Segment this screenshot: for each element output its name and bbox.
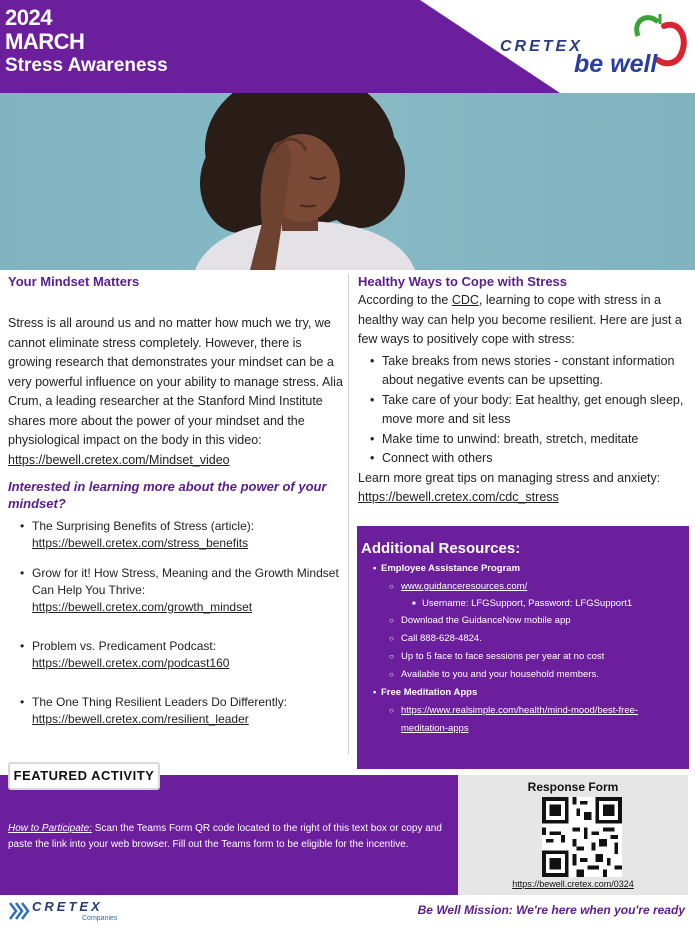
mindset-video-link[interactable]: https://bewell.cretex.com/Mindset_video bbox=[8, 452, 230, 467]
mindset-title: Your Mindset Matters bbox=[8, 274, 140, 289]
eap-title: • Employee Assistance Program bbox=[361, 562, 679, 576]
logo-wordmark: CRETEX bbox=[500, 38, 583, 55]
footer-sub: Companies bbox=[82, 915, 118, 922]
additional-resources-title: Additional Resources: bbox=[361, 540, 521, 557]
coping-intro-post: , learning to cope with stress in a healthy way can help you become resilient. Here are just a few ways to positively cope with stress: bbox=[358, 293, 682, 346]
coping-intro bbox=[358, 291, 688, 350]
header bbox=[0, 0, 695, 93]
resource-text: Problem vs. Predicament Podcast: bbox=[32, 639, 217, 653]
response-form-title: Response Form bbox=[527, 780, 619, 794]
list-item bbox=[20, 565, 343, 616]
header-month: MARCH bbox=[5, 28, 85, 54]
eap-link[interactable]: www.guidanceresources.com/ bbox=[401, 581, 528, 592]
coping-title: Healthy Ways to Cope with Stress bbox=[358, 274, 568, 289]
header-topic: Stress Awareness bbox=[5, 54, 168, 76]
logo-tagline: be well bbox=[574, 50, 658, 78]
resource-link[interactable]: https://bewell.cretex.com/resilient_leader bbox=[32, 712, 249, 726]
resource-link[interactable]: https://bewell.cretex.com/growth_mindset bbox=[32, 600, 253, 614]
coping-tips-list bbox=[370, 352, 688, 469]
header-title bbox=[5, 6, 168, 76]
more-tips-text: Learn more great tips on managing stress and anxiety: bbox=[358, 470, 661, 485]
eap-link-item bbox=[361, 578, 679, 596]
mission-statement: Be Well Mission: We're here when you're ready bbox=[417, 903, 685, 917]
list-item bbox=[20, 694, 343, 728]
resource-text: The One Thing Resilient Leaders Do Differently: bbox=[32, 695, 288, 709]
meditation-title: • Free Meditation Apps bbox=[361, 686, 679, 700]
coping-section bbox=[358, 274, 688, 508]
meditation-link-item bbox=[361, 702, 679, 738]
chevrons-icon bbox=[8, 901, 30, 921]
footer-brand: CRETEX bbox=[32, 899, 103, 914]
footer bbox=[0, 895, 695, 925]
resource-link[interactable]: https://bewell.cretex.com/podcast160 bbox=[32, 656, 230, 670]
resource-list bbox=[20, 518, 343, 728]
list-item: ○ Call 888-628-4824. bbox=[361, 630, 679, 648]
meditation-link[interactable]: https://www.realsimple.com/health/mind-mood/best-free-meditation-apps bbox=[401, 705, 639, 734]
eap-credentials: ■ Username: LFGSupport, Password: LFGSupport1 bbox=[361, 596, 679, 612]
mindset-paragraph: Stress is all around us and no matter how much we try, we cannot eliminate stress completely. However, there is growing research that demonstrates your mindset can be a very powerful influence on your ability to manage stress. Alia Crum, a leading researcher at the Stanford Mind Institute shares more about the power of your mindset and the physiological impact on the body in this video: bbox=[8, 316, 343, 447]
list-item: ○ Up to 5 face to face sessions per year at no cost bbox=[361, 648, 679, 666]
list-item: • Connect with others bbox=[370, 449, 688, 469]
list-item: ○ Download the GuidanceNow mobile app bbox=[361, 612, 679, 630]
response-form-link[interactable]: https://bewell.cretex.com/0324 bbox=[512, 879, 634, 889]
mindset-section bbox=[8, 274, 343, 728]
list-item: • Take breaks from news stories - constant information about negative events can be upsetting. bbox=[370, 352, 688, 391]
cdc-stress-link[interactable]: https://bewell.cretex.com/cdc_stress bbox=[358, 490, 559, 504]
hero-image bbox=[0, 93, 695, 270]
list-item bbox=[20, 518, 343, 552]
qr-code-icon[interactable] bbox=[542, 797, 622, 877]
list-item: ○ Available to you and your household members. bbox=[361, 666, 679, 684]
interested-heading: Interested in learning more about the power of your mindset? bbox=[8, 479, 327, 511]
additional-resources-box bbox=[357, 526, 689, 769]
cretex-bewell-logo bbox=[492, 10, 692, 80]
how-to-participate-label: How to Participate: bbox=[8, 823, 92, 834]
resource-link[interactable]: https://bewell.cretex.com/stress_benefits bbox=[32, 536, 249, 550]
resource-text: The Surprising Benefits of Stress (article): bbox=[32, 519, 255, 533]
featured-activity-label: FEATURED ACTIVITY bbox=[8, 762, 160, 790]
participation-instructions bbox=[8, 821, 448, 853]
how-to-participate-text: Scan the Teams Form QR code located to the right of this text box or copy and paste the link into your web browser. Fill out the Teams form to be eligible for the incentive. bbox=[8, 823, 442, 850]
resource-text: Grow for it! How Stress, Meaning and the Growth Mindset Can Help You Thrive: bbox=[32, 566, 339, 597]
response-form-box bbox=[458, 775, 688, 895]
woman-stressed-illustration bbox=[0, 93, 695, 270]
coping-intro-pre: According to the bbox=[358, 293, 452, 307]
list-item bbox=[20, 638, 343, 672]
list-item: • Make time to unwind: breath, stretch, meditate bbox=[370, 430, 688, 450]
header-year: 2024 bbox=[5, 5, 52, 30]
list-item: • Take care of your body: Eat healthy, get enough sleep, move more and sit less bbox=[370, 391, 688, 430]
cdc-link[interactable]: CDC bbox=[451, 293, 479, 307]
column-divider bbox=[348, 274, 349, 754]
